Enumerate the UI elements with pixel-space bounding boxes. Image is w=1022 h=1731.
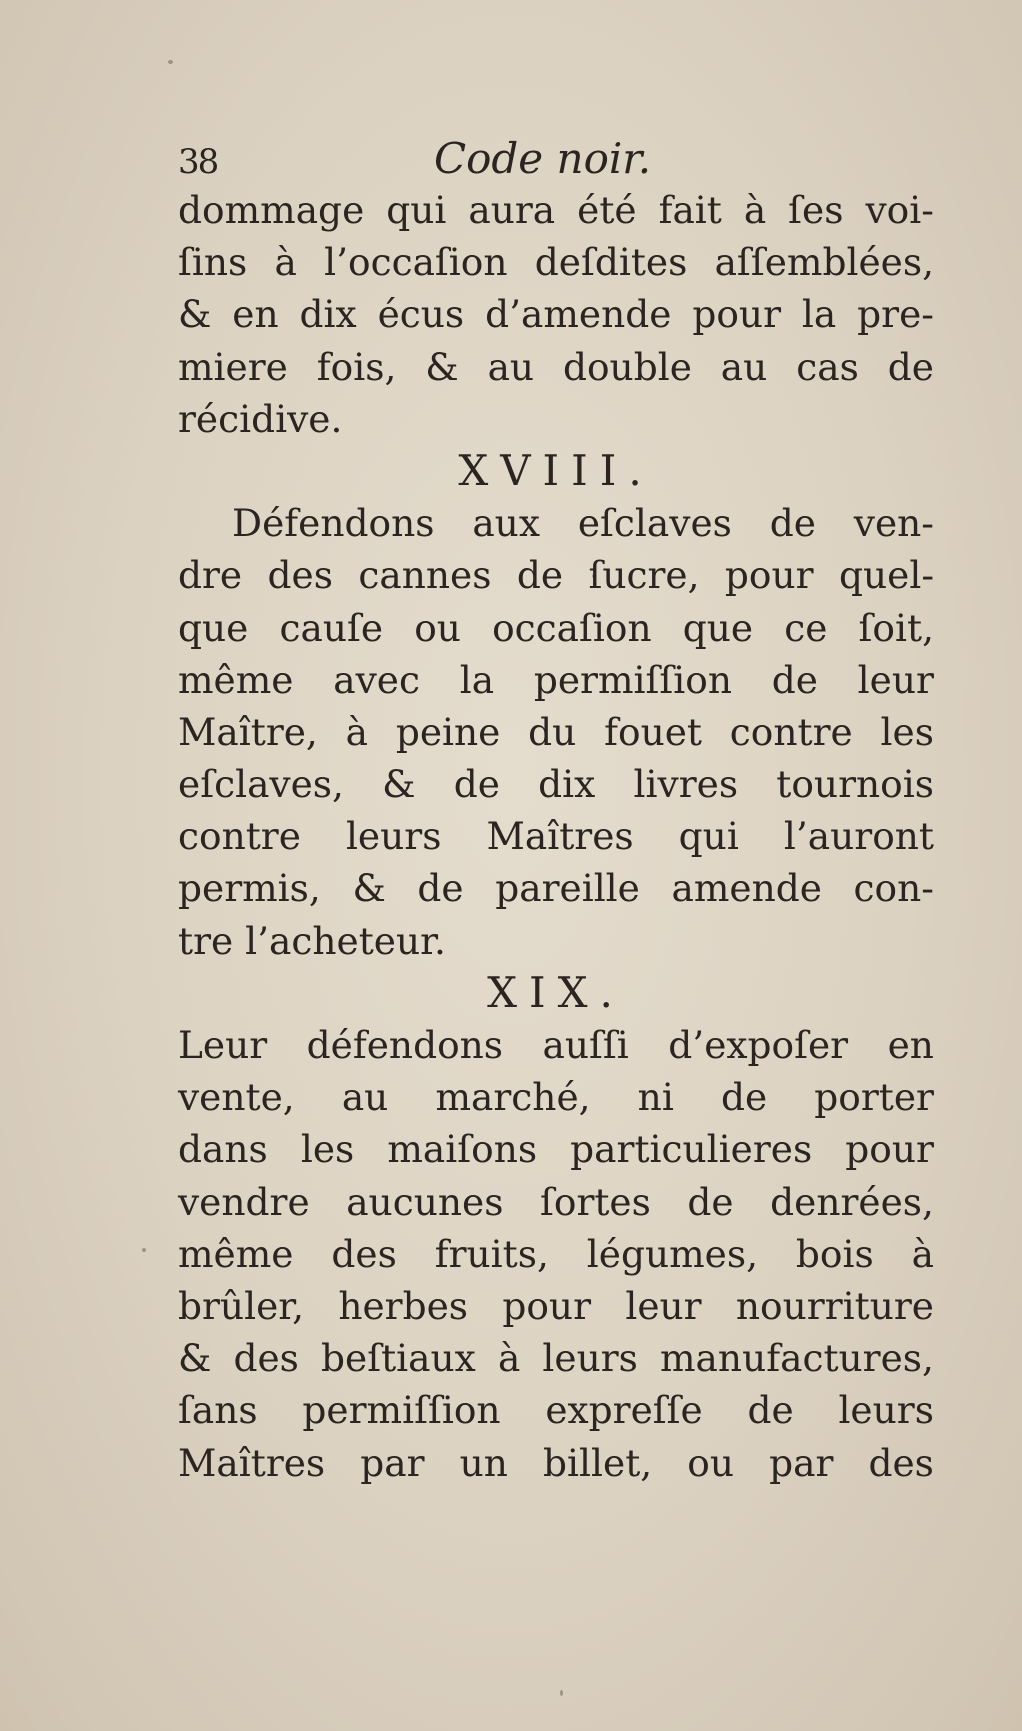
text-line: Défendons aux eſclaves de ven- (232, 501, 934, 546)
text-line: eſclaves, & de dix livres tournois (178, 762, 934, 807)
text-line: Maîtres par un billet, ou par des (178, 1440, 934, 1485)
text-line: dans les maiſons particulieres pour (178, 1127, 934, 1172)
text-line: même avec la permiſſion de leur (178, 657, 934, 702)
article-number: XIX. (487, 967, 625, 1017)
running-title: Code noir. (434, 134, 652, 183)
paper-speck (560, 1690, 563, 1696)
text-line: Leur défendons auſſi d’expoſer en (178, 1023, 934, 1067)
text-line: vente, au marché, ni de porter (178, 1075, 934, 1120)
running-header (178, 134, 938, 190)
article-xix (178, 967, 934, 1489)
text-line: dre des cannes de ſucre, pour quel- (178, 553, 934, 598)
text-line: Maître, à peine du fouet contre les (178, 709, 934, 754)
text-line: vendre aucunes ſortes de denrées, (178, 1179, 934, 1224)
text-line: permis, & de pareille amende con- (178, 866, 934, 911)
article-xviii (178, 445, 934, 967)
text-line: & des beſtiaux à leurs manufactures, (178, 1336, 934, 1381)
paper-speck (142, 1248, 146, 1252)
article-number: XVIII. (458, 445, 654, 495)
paper-speck (168, 60, 173, 64)
text-line: dommage qui aura été fait à ſes voi- (178, 188, 934, 232)
body-text (178, 184, 934, 1489)
text-line: ſans permiſſion expreſſe de leurs (178, 1388, 934, 1433)
text-line: que cauſe ou occaſion que ce ſoit, (178, 605, 934, 650)
text-line: & en dix écus d’amende pour la pre- (178, 292, 934, 337)
text-line: ſins à l’occaſion deſdites aſſemblées, (178, 240, 934, 285)
text-line: tre l’acheteur. (178, 918, 446, 963)
text-line: miere fois, & au double au cas de (178, 344, 934, 389)
paragraph-continuation (178, 184, 934, 445)
text-line: récidive. (178, 396, 343, 441)
text-line: contre leurs Maîtres qui l’auront (178, 814, 934, 859)
text-line: même des fruits, légumes, bois à (178, 1231, 934, 1276)
text-line: brûler, herbes pour leur nourriture (178, 1283, 934, 1328)
page-number: 38 (178, 142, 218, 182)
